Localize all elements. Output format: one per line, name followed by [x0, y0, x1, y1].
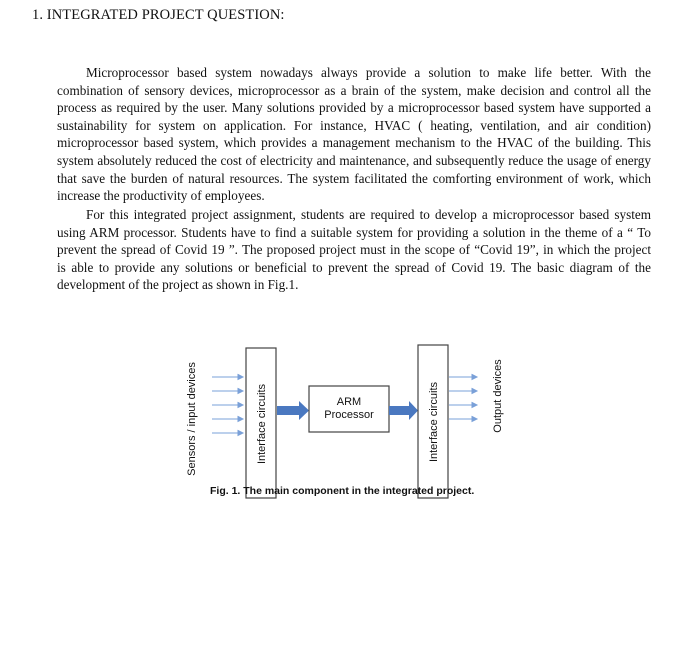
arrow-from-processor [389, 401, 418, 420]
paragraph-line: is able to provide any solutions or beneficial to prevent the spread of Covid 19. The basic diagram of the [57, 259, 651, 275]
paragraph-line: microprocessor based system, which provides a management mechanism to the HVAC of the building. This [57, 135, 651, 151]
paragraph-line: sustainability for system on application. For instance, HVAC ( heating, ventilation, and air condition) [57, 117, 651, 133]
arm-processor-label-line2: Processor [324, 409, 374, 421]
paragraph-assignment [57, 206, 651, 294]
section-heading: 1. INTEGRATED PROJECT QUESTION: [32, 7, 285, 23]
paragraph-line: process as required by the user. Many solutions provided by a microprocessor based system have supported a [57, 100, 651, 116]
output-arrows [449, 375, 477, 422]
paragraph-line: Microprocessor based system nowadays always provide a solution to make life better. With the [86, 65, 651, 80]
paragraph-line: prevent the spread of Covid 19 ”. The proposed project must in the scope of “Covid 19”, in which the project [57, 242, 651, 258]
paragraph-line: For this integrated project assignment, students are required to develop a microprocessor based system [86, 207, 651, 222]
interface-circuits-right-label: Interface circuits [428, 381, 440, 463]
paragraph-line: using ARM processor. Students have to find a suitable system for providing a solution in the theme of a “ To [57, 224, 651, 240]
arrow-to-processor [277, 401, 309, 420]
paragraph-line: increase the productivity of employees. [57, 188, 265, 204]
interface-circuits-left-label: Interface circuits [256, 383, 268, 465]
paragraph-line: combination of sensory devices, microprocessor as a brain of the system, make decision and control all the [57, 82, 651, 98]
paragraph-line: that save the burden of natural resources. The system facilitated the comforting environment of work, which [57, 170, 651, 186]
arm-processor-label-line1: ARM [336, 396, 362, 408]
figure-caption: Fig. 1. The main component in the integrated project. [210, 485, 475, 497]
input-arrows [212, 375, 243, 436]
paragraph-hvac [57, 64, 651, 205]
paragraph-line: system absolutely reduced the cost of electricity and maintenance, and subsequently reduce the usage of energy [57, 152, 651, 168]
paragraph-line: development of the project as shown in Fig.1. [57, 277, 299, 293]
output-devices-label: Output devices [492, 359, 504, 433]
sensors-label: Sensors / input devices [186, 362, 198, 476]
